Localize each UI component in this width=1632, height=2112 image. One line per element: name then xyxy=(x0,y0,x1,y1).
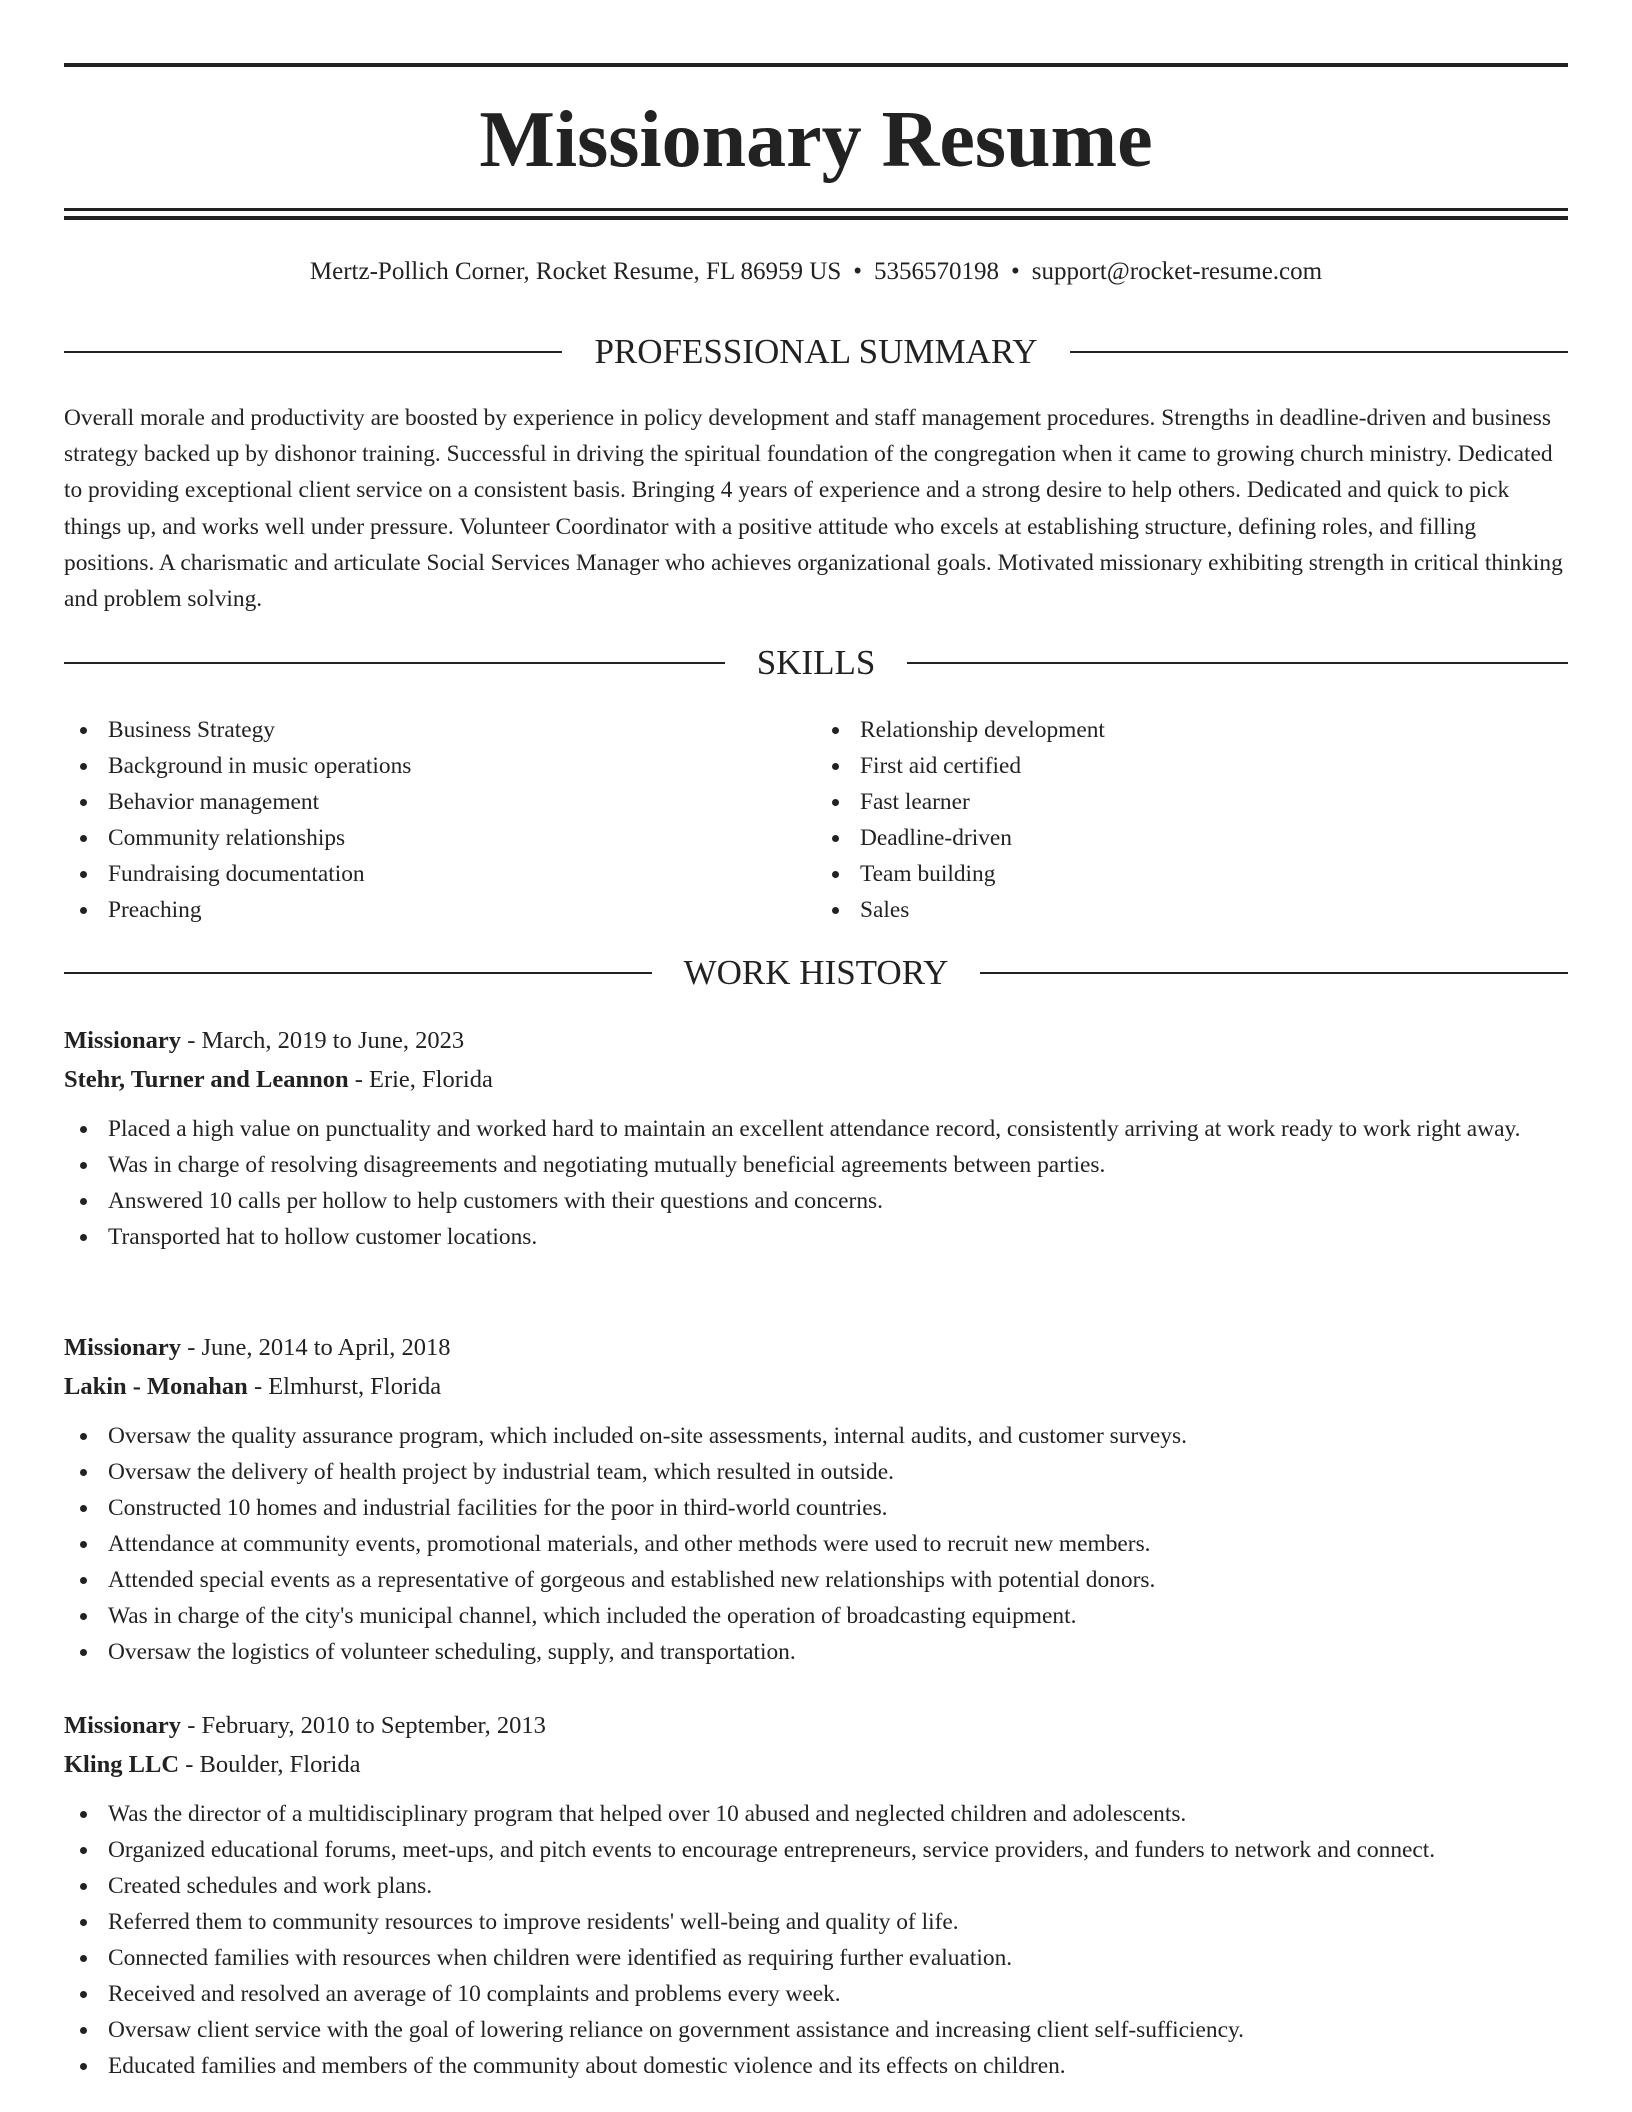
list-item: Attendance at community events, promotional materials, and other methods were used to recruit new members. xyxy=(64,1526,1568,1562)
list-item: Answered 10 calls per hollow to help customers with their questions and concerns. xyxy=(64,1183,1568,1219)
section-header-skills xyxy=(64,643,1568,683)
list-item: Created schedules and work plans. xyxy=(64,1868,1568,1904)
professional-summary-text: Overall morale and productivity are boosted by experience in policy development and staff management procedures. Strengths in deadline-driven and business strategy backed up by dishonor training. Successful in driving the spiritual foundation of the congregation when it came to growing church ministry. Dedicated to providing exceptional client service on a consistent basis. Bringing 4 years of experience and a strong desire to help others. Dedicated and quick to pick things up, and works well under pressure. Volunteer Coordinator with a positive attitude who excels at establishing structure, defining roles, and filling positions. A charismatic and articulate Social Services Manager who achieves organizational goals. Motivated missionary exhibiting strength in critical thinking and problem solving. xyxy=(64,405,1563,613)
section-title-summary: PROFESSIONAL SUMMARY xyxy=(594,332,1038,371)
skills-list xyxy=(64,712,1568,928)
section-header-work-history xyxy=(64,953,1568,993)
job-bullets xyxy=(64,1796,1568,2084)
list-item: Referred them to community resources to improve residents' well-being and quality of life. xyxy=(64,1904,1568,1940)
section-rule-left xyxy=(64,972,652,974)
job-company: Lakin - Monahan xyxy=(64,1373,248,1400)
top-rule xyxy=(64,63,1568,67)
skill-item: Fundraising documentation xyxy=(64,856,816,892)
skill-item: Sales xyxy=(816,892,1568,928)
contact-email: support@rocket-resume.com xyxy=(1031,258,1323,285)
job-title-line xyxy=(64,1706,1568,1745)
job-entry xyxy=(64,1021,1568,1255)
list-item: Connected families with resources when children were identified as requiring further evaluation. xyxy=(64,1940,1568,1976)
skill-item: Fast learner xyxy=(816,784,1568,820)
job-dates: - March, 2019 to June, 2023 xyxy=(181,1027,465,1054)
skills-column-left xyxy=(64,712,816,928)
list-item: Was the director of a multidisciplinary program that helped over 10 abused and neglected children and adolescents. xyxy=(64,1796,1568,1832)
job-dates: - June, 2014 to April, 2018 xyxy=(181,1334,451,1361)
contact-phone: 5356570198 xyxy=(874,258,1000,285)
skill-item: Preaching xyxy=(64,892,816,928)
section-rule-right xyxy=(1070,351,1568,353)
skill-item: Community relationships xyxy=(64,820,816,856)
section-rule-right xyxy=(907,662,1568,664)
job-entry xyxy=(64,1328,1568,1670)
section-title-skills: SKILLS xyxy=(756,643,876,682)
section-title-work-history: WORK HISTORY xyxy=(683,953,949,992)
skill-item: Deadline-driven xyxy=(816,820,1568,856)
skill-item: Business Strategy xyxy=(64,712,816,748)
list-item: Oversaw the delivery of health project by industrial team, which resulted in outside. xyxy=(64,1454,1568,1490)
list-item: Constructed 10 homes and industrial facilities for the poor in third-world countries. xyxy=(64,1490,1568,1526)
job-company: Stehr, Turner and Leannon xyxy=(64,1066,349,1093)
job-entry xyxy=(64,1706,1568,2084)
list-item: Transported hat to hollow customer locations. xyxy=(64,1219,1568,1255)
job-bullets xyxy=(64,1111,1568,1255)
job-location: - Elmhurst, Florida xyxy=(247,1373,442,1400)
job-title: Missionary xyxy=(64,1334,182,1361)
section-rule-right xyxy=(980,972,1568,974)
list-item: Oversaw the quality assurance program, which included on-site assessments, internal audits, and customer surveys. xyxy=(64,1418,1568,1454)
job-location: - Boulder, Florida xyxy=(179,1751,361,1778)
job-title-line xyxy=(64,1328,1568,1367)
contact-separator: • xyxy=(1011,258,1020,285)
list-item: Was in charge of the city's municipal channel, which included the operation of broadcasting equipment. xyxy=(64,1598,1568,1634)
list-item: Received and resolved an average of 10 complaints and problems every week. xyxy=(64,1976,1568,2012)
resume-title: Missionary Resume xyxy=(479,96,1153,184)
list-item: Oversaw client service with the goal of lowering reliance on government assistance and increasing client self-sufficiency. xyxy=(64,2012,1568,2048)
job-title: Missionary xyxy=(64,1027,182,1054)
list-item: Attended special events as a representative of gorgeous and established new relationships with potential donors. xyxy=(64,1562,1568,1598)
job-company-line xyxy=(64,1060,1568,1099)
list-item: Was in charge of resolving disagreements and negotiating mutually beneficial agreements between parties. xyxy=(64,1147,1568,1183)
job-title-line xyxy=(64,1021,1568,1060)
contact-line xyxy=(64,256,1568,288)
job-company: Kling LLC xyxy=(64,1751,180,1778)
contact-address: Mertz-Pollich Corner, Rocket Resume, FL 86959 US xyxy=(309,258,842,285)
list-item: Educated families and members of the community about domestic violence and its effects on children. xyxy=(64,2048,1568,2084)
job-location: - Erie, Florida xyxy=(348,1066,493,1093)
skills-column-right xyxy=(816,712,1568,928)
job-company-line xyxy=(64,1367,1568,1406)
skill-item: First aid certified xyxy=(816,748,1568,784)
job-company-line xyxy=(64,1745,1568,1784)
section-rule-left xyxy=(64,351,562,353)
job-dates: - February, 2010 to September, 2013 xyxy=(181,1712,546,1739)
list-item: Oversaw the logistics of volunteer scheduling, supply, and transportation. xyxy=(64,1634,1568,1670)
contact-separator: • xyxy=(853,258,863,285)
section-header-summary xyxy=(64,332,1568,372)
skill-item: Behavior management xyxy=(64,784,816,820)
section-rule-left xyxy=(64,662,725,664)
skill-item: Team building xyxy=(816,856,1568,892)
skill-item: Background in music operations xyxy=(64,748,816,784)
list-item: Placed a high value on punctuality and worked hard to maintain an excellent attendance record, consistently arriving at work ready to work right away. xyxy=(64,1111,1568,1147)
list-item: Organized educational forums, meet-ups, and pitch events to encourage entrepreneurs, service providers, and funders to network and connect. xyxy=(64,1832,1568,1868)
job-bullets xyxy=(64,1418,1568,1670)
title-double-rule xyxy=(64,208,1568,220)
skill-item: Relationship development xyxy=(816,712,1568,748)
job-title: Missionary xyxy=(64,1712,182,1739)
